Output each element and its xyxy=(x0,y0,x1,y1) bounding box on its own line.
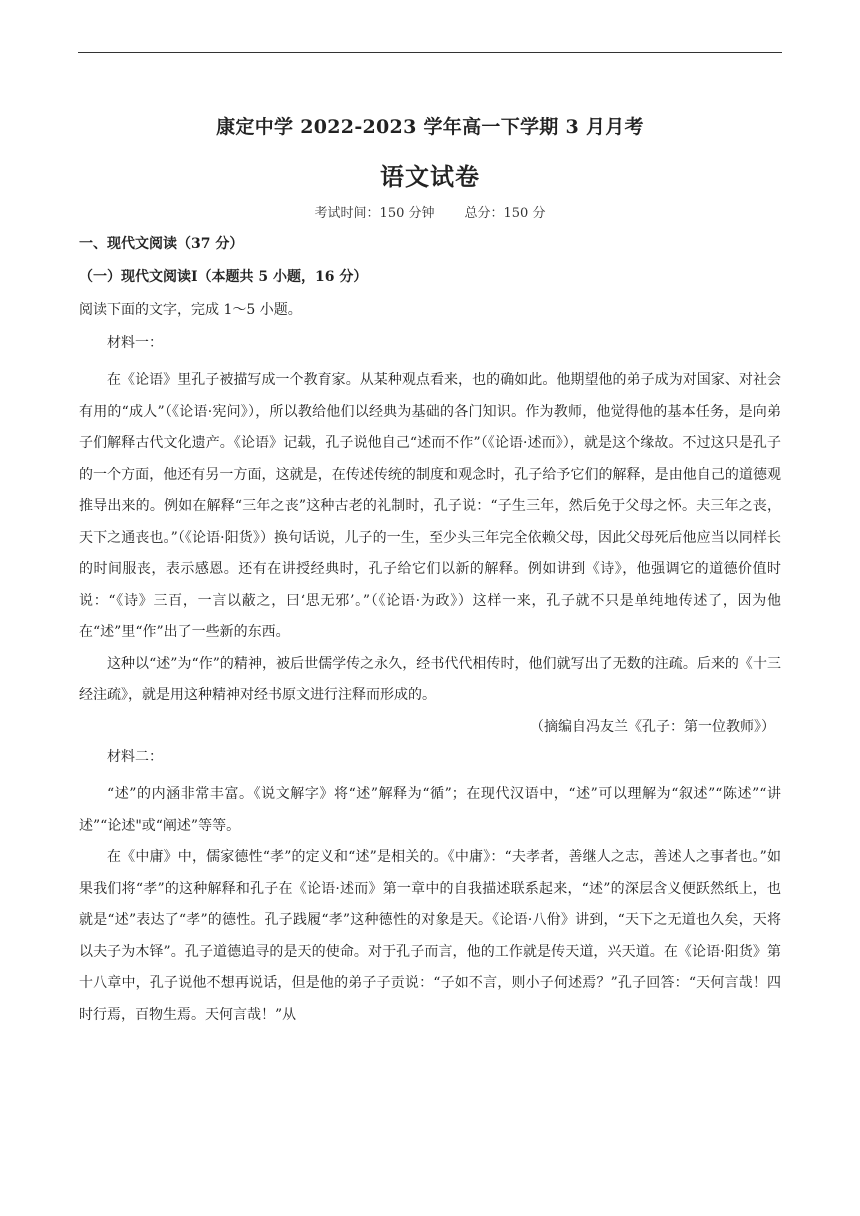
material1-label: 材料一： xyxy=(107,335,163,351)
instruction-text: 阅读下面的文字，完成 1～5 小题。 xyxy=(79,302,302,318)
total-score: 总分：150 分 xyxy=(464,206,546,221)
exam-meta xyxy=(0,202,860,221)
exam-subtitle: 语文试卷 xyxy=(380,162,480,191)
material1-paragraph: 这种以“述”为“作”的精神，被后世儒学传之永久，经书代代相传时，他们就写出了无数的注疏。后来的《十三经注疏》，就是用这种精神对经书原文进行注释而形成的。 xyxy=(79,655,781,703)
section-heading: 一、现代文阅读（37 分） xyxy=(79,236,244,252)
material1-paragraph: 在《论语》里孔子被描写成一个教育家。从某种观点看来，也的确如此。他期望他的弟子成为对国家、对社会有用的“成人”（《论语·宪问》），所以教给他们以经典为基础的各门知识。作为教师，他觉得他的基本任务，是向弟子们解释古代文化遗产。《论语》记载，孔子说他自己“述而不作”（《论语·述而》），就是这个缘故。不过这只是孔子的一个方面，他还有另一方面，这就是，在传述传统的制度和观念时，孔子给予它们的解释，是由他自己的道德观推导出来的。例如在解释“三年之丧”这种古老的礼制时，孔子说：“子生三年，然后免于父母之怀。夫三年之丧，天下之通丧也。”（《论语·阳货》）换句话说，儿子的一生，至少头三年完全依赖父母，因此父母死后他应当以同样长的时间服丧，表示感恩。还有在讲授经典时，孔子给它们以新的解释。例如讲到《诗》，他强调它的道德价值时说：“《诗》三百，一言以蔽之，曰‘思无邪’。”（《论语·为政》）这样一来，孔子就不只是单纯地传述了，因为他在“述”里“作”出了一些新的东西。 xyxy=(79,372,781,640)
header-rule xyxy=(78,52,782,53)
material2-paragraph: “述”的内涵非常丰富。《说文解字》将“述”解释为“循”；在现代汉语中，“述”可以理解为“叙述”“陈述”“讲述”“论述"或“阐述”等等。 xyxy=(79,786,781,834)
subsection-heading: （一）现代文阅读Ⅰ（本题共 5 小题，16 分） xyxy=(79,269,368,285)
material2-paragraph: 在《中庸》中，儒家德性“孝”的定义和“述”是相关的。《中庸》：“夫孝者，善继人之志，善述人之事者也。”如果我们将“孝”的这种解释和孔子在《论语·述而》第一章中的自我描述联系起来，“述”的深层含义便跃然纸上，也就是“述”表达了“孝”的德性。孔子践履“孝”这种德性的对象是天。《论语·八佾》讲到，“天下之无道也久矣，天将以夫子为木铎”。孔子道德追寻的是天的使命。对于孔子而言，他的工作就是传天道，兴天道。在《论语·阳货》第十八章中，孔子说他不想再说话，但是他的弟子子贡说：“子如不言，则小子何述焉？”孔子回答：“天何言哉！四时行焉，百物生焉。天何言哉！”从 xyxy=(79,849,781,1023)
exam-title: 康定中学 2022-2023 学年高一下学期 3 月月考 xyxy=(216,116,644,138)
exam-time: 考试时间：150 分钟 xyxy=(314,206,435,221)
material2-label: 材料二： xyxy=(107,749,163,765)
document-body xyxy=(79,233,781,1031)
material1-source: （摘编自冯友兰《孔子：第一位教师》） xyxy=(530,718,775,735)
